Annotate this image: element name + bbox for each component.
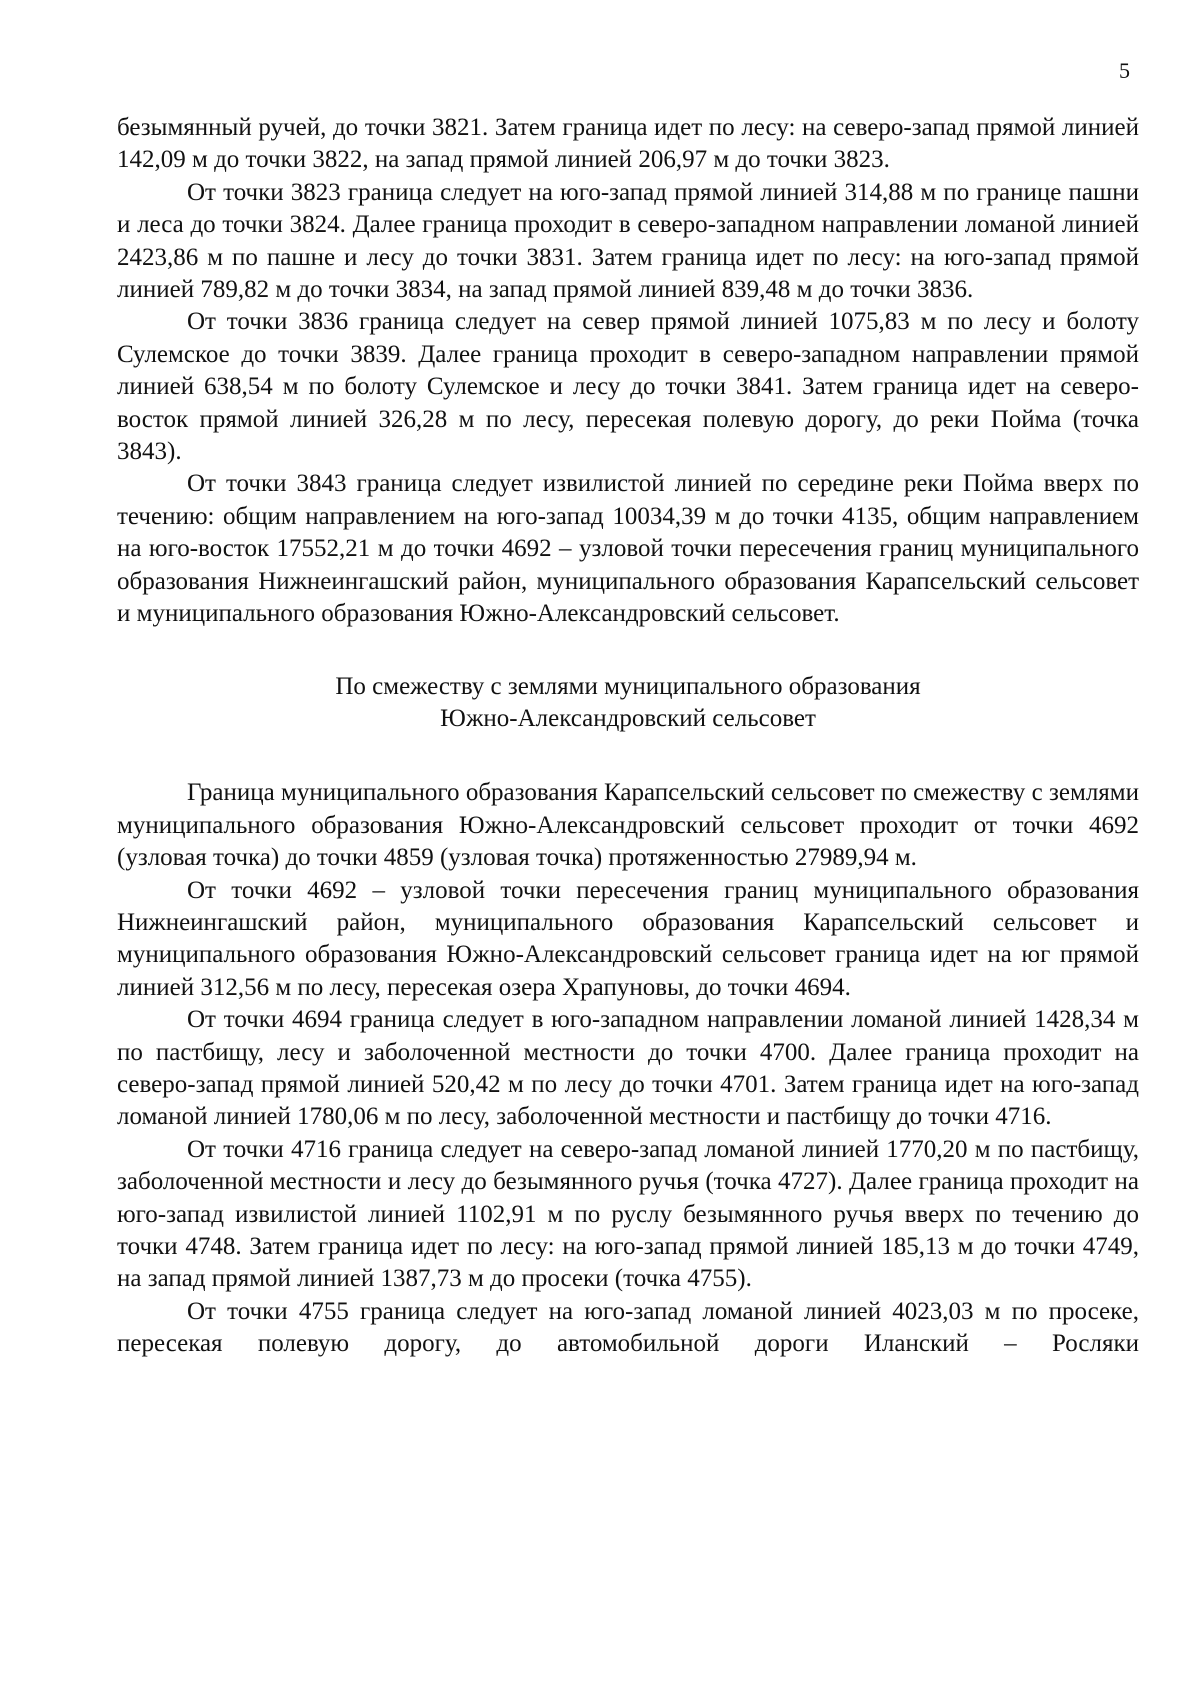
- paragraph: безымянный ручей, до точки 3821. Затем граница идет по лесу: на северо-запад прямой линией 142,09 м до точки 3822, на запад прямой линией 206,97 м до точки 3823.: [117, 114, 1139, 174]
- paragraph: От точки 4755 граница следует на юго-запад ломаной линией 4023,03 м по просеке, пересекая полевую дорогу, до автомобильной дороги Иланский – Росляки: [117, 1297, 1139, 1358]
- paragraph: От точки 3836 граница следует на север прямой линией 1075,83 м по лесу и болоту Сулемское до точки 3839. Далее граница проходит в северо-западном направлении прямой линией 638,54 м по болоту Сулемское и лесу до точки 3841. Затем граница идет на северо-восток прямой линией 326,28 м по лесу, пересекая полевую дорогу, до реки Пойма (точка 3843).: [117, 308, 1139, 466]
- page-number: 5: [1119, 58, 1130, 83]
- paragraph: От точки 4716 граница следует на северо-запад ломаной линией 1770,20 м по пастбищу, заболоченной местности и лесу до безымянного ручья (точка 4727). Далее граница проходит на юго-запад извилистой линией 1102,91 м по руслу безымянного ручья вверх по течению до точки 4748. Затем граница идет по лесу: на юго-запад прямой линией 185,13 м до точки 4749, на запад прямой линией 1387,73 м до просеки (точка 4755).: [117, 1135, 1139, 1293]
- document-body: [117, 112, 1139, 1361]
- section-heading-line: Южно-Александровский сельсовет: [440, 704, 816, 732]
- section-heading-line: По смежеству с землями муниципального образования: [335, 672, 921, 700]
- section-heading: [117, 671, 1139, 736]
- paragraph: От точки 3823 граница следует на юго-запад прямой линией 314,88 м по границе пашни и леса до точки 3824. Далее граница проходит в северо-западном направлении ломаной линией 2423,86 м по пашне и лесу до точки 3831. Затем граница идет по лесу: на юго-запад прямой линией 789,82 м до точки 3834, на запад прямой линией 839,48 м до точки 3836.: [117, 178, 1139, 304]
- paragraph: От точки 4694 граница следует в юго-западном направлении ломаной линией 1428,34 м по пастбищу, лесу и заболоченной местности до точки 4700. Далее граница проходит на северо-запад прямой линией 520,42 м по лесу до точки 4701. Затем граница идет на юго-запад ломаной линией 1780,06 м по лесу, заболоченной местности и пастбищу до точки 4716.: [117, 1006, 1139, 1131]
- paragraph: От точки 3843 граница следует извилистой линией по середине реки Пойма вверх по течению: общим направлением на юго-запад 10034,39 м до точки 4135, общим направлением на юго-восток 17552,21 м до точки 4692 – узловой точки пересечения границ муниципального образования Нижнеингашский район, муниципального образования Карапсельский сельсовет и муниципального образования Южно-Александровский сельсовет.: [117, 470, 1139, 628]
- paragraph: Граница муниципального образования Карапсельский сельсовет по смежеству с землями муниципального образования Южно-Александровский сельсовет проходит от точки 4692 (узловая точка) до точки 4859 (узловая точка) протяженностью 27989,94 м.: [117, 779, 1139, 872]
- paragraph: От точки 4692 – узловой точки пересечения границ муниципального образования Нижнеингашский район, муниципального образования Карапсельский сельсовет и муниципального образования Южно-Александровский сельсовет граница идет на юг прямой линией 312,56 м по лесу, пересекая озера Храпуновы, до точки 4694.: [117, 876, 1139, 1001]
